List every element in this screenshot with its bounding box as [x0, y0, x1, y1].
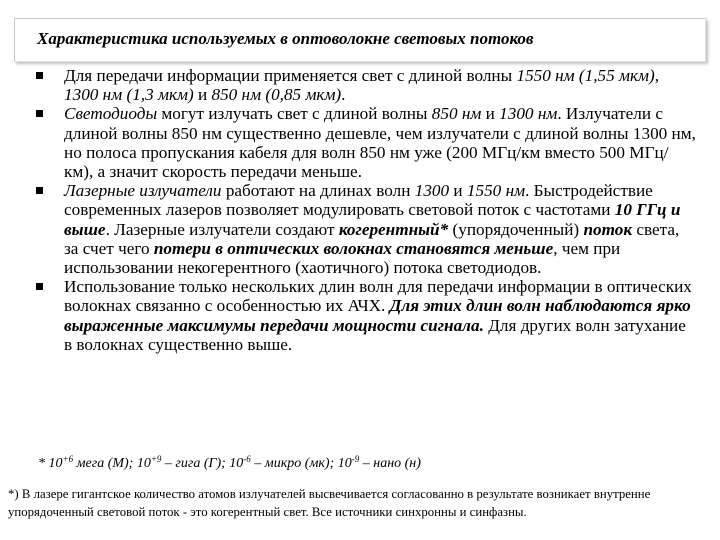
bullet-text-segment: могут излучать свет с длиной волны: [157, 104, 432, 124]
units-note-text: мега (М); 10: [73, 456, 151, 471]
bullet-text-segment: Лазерные излучатели: [64, 181, 222, 201]
bullet-text-segment: . Излучатели с длиной волны 850 нм существенно дешевле, чем излучатели с длиной волны 1300 нм, но полоса пропускания кабеля для волн 850 нм уже (200 МГц/км вместо 500 МГц/км), а значит скорость передачи меньше.: [64, 104, 696, 182]
bullet-text-segment: потери в оптических волокнах становятся меньше: [153, 238, 554, 258]
bullet-item: [36, 181, 696, 277]
bullet-text-segment: , чем при использовании некогерентного (хаотичного) потока светодиодов.: [64, 238, 621, 278]
bullet-text-segment: Использование только нескольких длин волн для передачи информации в оптических волокнах связанно с особенностью их АЧХ.: [64, 277, 692, 316]
bullet-text-segment: . Быстродействие современных лазеров позволяет модулировать световой поток с частотами: [64, 181, 653, 220]
bullet-text-segment: . Лазерные излучатели создают: [105, 219, 339, 239]
units-note-exponent: -9: [351, 454, 360, 464]
units-note-exponent: +6: [62, 454, 74, 464]
units-note-exponent: -6: [243, 454, 251, 464]
bullet-list: [36, 66, 696, 354]
bullet-item: [36, 104, 696, 181]
bullet-text-segment: света, за счет чего: [64, 219, 680, 258]
bullet-text-segment: поток: [583, 219, 633, 239]
bullet-text-segment: 850 нм: [431, 104, 482, 124]
units-note: [38, 456, 421, 472]
units-note-exponent: +9: [150, 454, 162, 464]
bullet-item: [36, 66, 696, 104]
title-box: [14, 18, 706, 62]
bullet-square-icon: [36, 283, 43, 290]
units-note-text: – гига (Г); 10: [161, 456, 244, 471]
bullet-text-segment: 1300 нм: [499, 104, 558, 124]
bullet-text-segment: Для передачи информации применяется свет с длиной волны: [64, 66, 517, 85]
bullet-text-segment: работают на длинах волн: [221, 181, 415, 201]
bullet-text-segment: 850 нм (0,85 мкм): [211, 85, 342, 105]
bullet-square-icon: [36, 110, 43, 117]
bullet-square-icon: [36, 187, 43, 194]
bullet-text-segment: Для других волн затухание в волокнах существенно выше.: [64, 315, 686, 354]
units-note-text: – нано (н): [359, 456, 421, 471]
bullet-text-segment: и: [481, 104, 500, 124]
slide-title: Характеристика используемых в оптоволокне световых потоков: [37, 29, 534, 48]
bullet-text-segment: .: [341, 85, 346, 105]
bullet-text-segment: 1300: [414, 181, 450, 201]
units-note-text: * 10: [38, 456, 63, 471]
bullet-text-segment: 10 ГГц и выше: [64, 200, 681, 239]
bullet-text-segment: Для этих длин волн наблюдаются ярко выраженные максимумы передачи мощности сигнала.: [64, 296, 691, 335]
bullet-text-segment: и: [193, 85, 212, 105]
units-note-text: – микро (мк); 10: [250, 456, 352, 471]
bullet-square-icon: [36, 72, 43, 79]
bullet-text-segment: 1550 нм: [466, 181, 526, 201]
footnote: *) В лазере гигантское количество атомов излучателей высвечивается согласованно в результате возникает внутренне упорядоченный световой поток - это когерентный свет. Все источники синхронны и синфазны.: [8, 487, 651, 519]
bullet-text-segment: 1550 нм (1,55 мкм), 1300 нм (1,3 мкм): [64, 66, 660, 105]
bullet-text-segment: и: [449, 181, 467, 201]
bullet-item: [36, 277, 696, 354]
bullet-text-segment: когерентный*: [338, 219, 449, 239]
bullet-text-segment: Светодиоды: [64, 104, 158, 124]
bullet-text-segment: (упорядоченный): [448, 219, 584, 239]
